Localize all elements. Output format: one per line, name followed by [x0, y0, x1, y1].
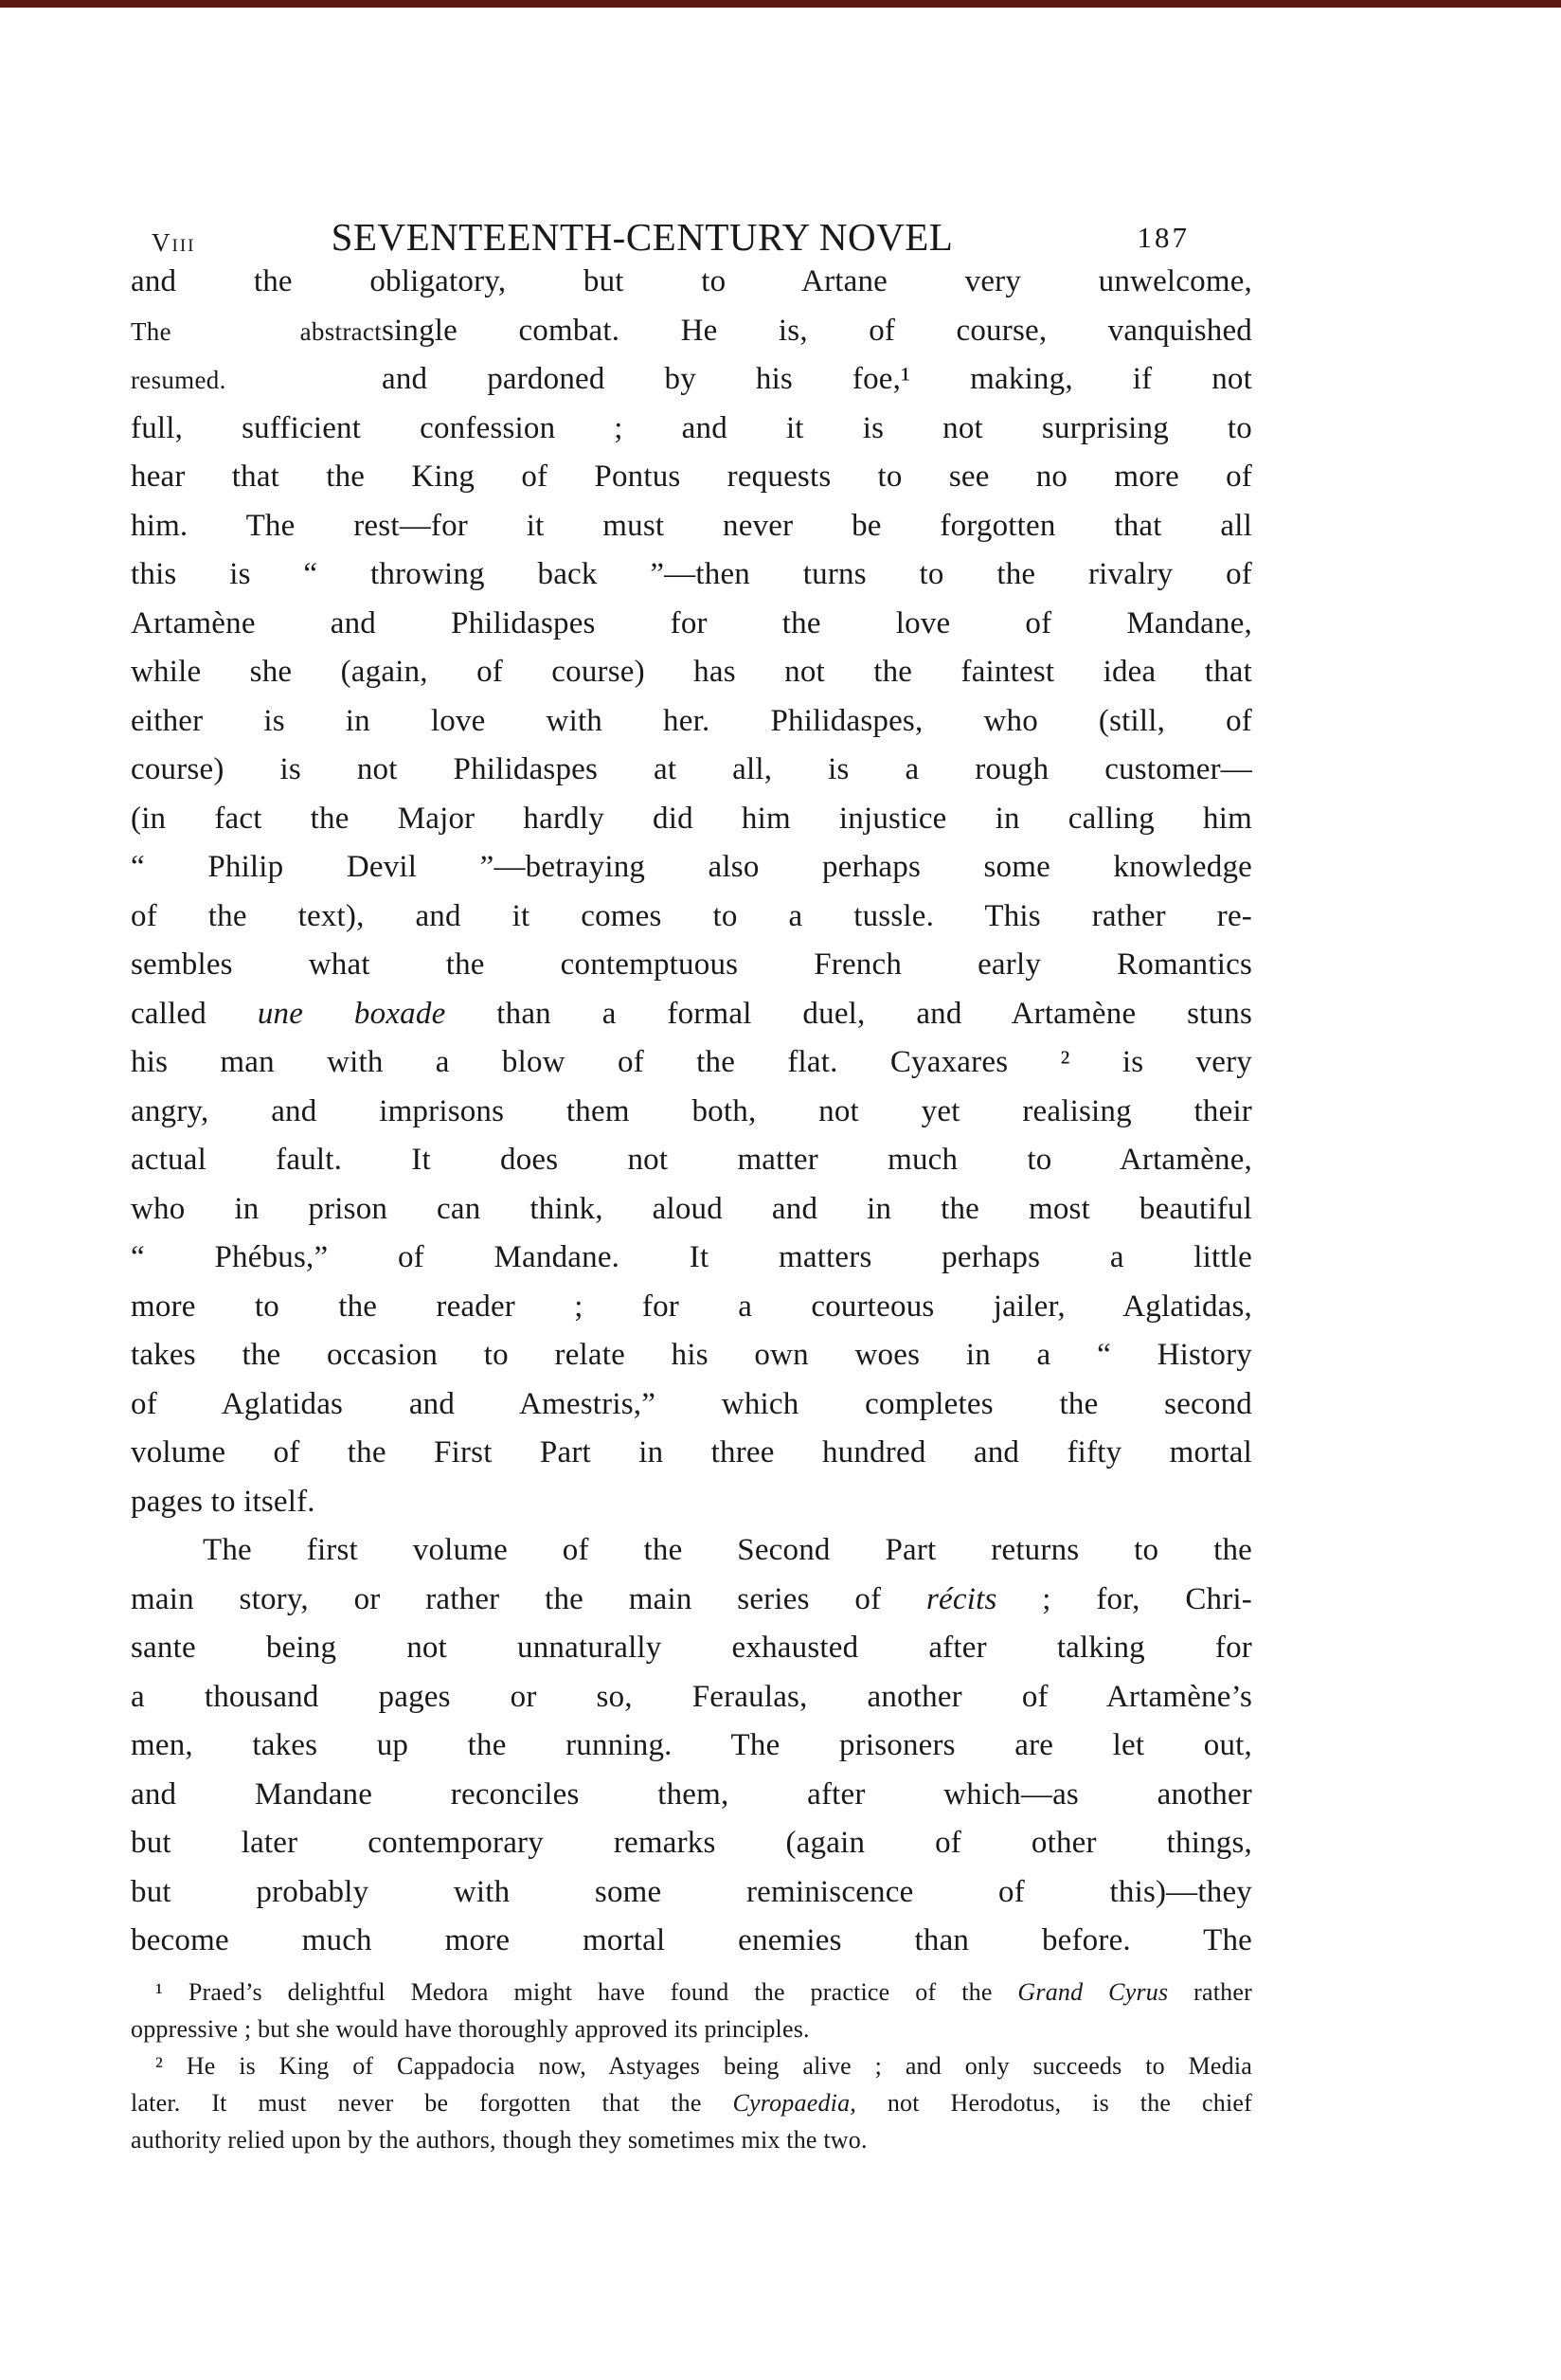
- italic-text: Cyropaedia,: [732, 2089, 856, 2117]
- text-line: [131, 795, 1252, 844]
- text-segment: than a formal duel, and Artamène stuns: [445, 996, 1252, 1031]
- italic-text: récits: [926, 1581, 997, 1616]
- text-segment: (in fact the Major hardly did him injustice in calling him: [131, 801, 1252, 836]
- text-segment: volume of the First Part in three hundred and fifty mortal: [131, 1435, 1252, 1469]
- text-segment: more to the reader ; for a courteous jailer, Aglatidas,: [131, 1289, 1252, 1324]
- footnote: [131, 1974, 1252, 2047]
- text-segment: angry, and imprisons them both, not yet realising their: [131, 1093, 1252, 1128]
- book-page: [131, 0, 1252, 2380]
- text-line: [131, 355, 1252, 405]
- text-line: [131, 1478, 1252, 1527]
- text-segment: sembles what the contemptuous French early Romantics: [131, 947, 1252, 982]
- text-line: [131, 453, 1252, 502]
- paragraph: [131, 1526, 1252, 1966]
- text-segment: oppressive ; but she would have thoroughly approved its principles.: [131, 2015, 810, 2043]
- text-line: [131, 2010, 1252, 2047]
- chapter-number: Viii: [152, 228, 196, 257]
- text-line: [131, 502, 1252, 551]
- text-segment: Artamène and Philidaspes for the love of Mandane,: [131, 605, 1252, 640]
- text-line: [131, 1526, 1252, 1576]
- text-line: [131, 1088, 1252, 1137]
- footnote: [131, 2047, 1252, 2158]
- sidenote-text: resumed.: [131, 366, 226, 394]
- text-segment: later. It must never be forgotten that the: [131, 2089, 733, 2117]
- text-segment: while she (again, of course) has not the faintest idea that: [131, 655, 1252, 689]
- text-segment: single combat. He is, of course, vanquished: [382, 313, 1252, 348]
- page-number: 187: [1137, 221, 1190, 254]
- text-line: [131, 1380, 1252, 1430]
- text-segment: but probably with some reminiscence of this)—they: [131, 1874, 1252, 1909]
- italic-text: Grand Cyrus: [1017, 1978, 1169, 2006]
- text-segment: ; for, Chri-: [996, 1581, 1252, 1616]
- italic-text: une boxade: [257, 996, 446, 1031]
- text-segment: ¹ Praed’s delightful Medora might have found the practice of the: [155, 1978, 1018, 2006]
- text-segment: and the obligatory, but to Artane very unwelcome,: [131, 264, 1252, 298]
- text-segment: but later contemporary remarks (again of other things,: [131, 1826, 1252, 1860]
- text-line: [131, 1624, 1252, 1673]
- text-line: [131, 1429, 1252, 1478]
- text-line: [131, 2047, 1252, 2084]
- text-line: [131, 1576, 1252, 1625]
- text-segment: “ Philip Devil ”—betraying also perhaps some knowledge: [131, 850, 1252, 884]
- text-segment: of Aglatidas and Amestris,” which completes the second: [131, 1386, 1252, 1421]
- text-line: [131, 1673, 1252, 1722]
- text-line: [131, 550, 1252, 600]
- text-segment: authority relied upon by the authors, though they sometimes mix the two.: [131, 2126, 868, 2154]
- text-segment: hear that the King of Pontus requests to see no more of: [131, 460, 1252, 494]
- text-segment: men, takes up the running. The prisoners are let out,: [131, 1728, 1252, 1762]
- text-segment: and pardoned by his foe,¹ making, if not: [382, 362, 1252, 396]
- text-segment: actual fault. It does not matter much to Artamène,: [131, 1143, 1252, 1177]
- text-segment: who in prison can think, aloud and in the most beautiful: [131, 1191, 1252, 1226]
- sidenote-text: The abstract: [131, 316, 382, 346]
- running-title: SEVENTEENTH-CENTURY NOVEL: [331, 215, 954, 259]
- text-segment: become much more mortal enemies than before. The: [131, 1923, 1252, 1957]
- paragraph: [131, 258, 1252, 1526]
- text-line: [131, 843, 1252, 892]
- text-segment: a thousand pages or so, Feraulas, another of Artamène’s: [131, 1679, 1252, 1714]
- text-segment: The first volume of the Second Part returns to the: [203, 1533, 1252, 1567]
- text-line: [131, 1771, 1252, 1820]
- text-segment: rather: [1168, 1978, 1252, 2006]
- text-line: [131, 941, 1252, 990]
- text-segment: course) is not Philidaspes at all, is a rough customer—: [131, 752, 1252, 786]
- text-line: [131, 892, 1252, 942]
- text-segment: either is in love with her. Philidaspes, who (still, of: [131, 703, 1252, 738]
- text-line: [131, 697, 1252, 747]
- text-segment: not Herodotus, is the chief: [855, 2089, 1252, 2117]
- text-line: [131, 990, 1252, 1039]
- text-line: [131, 1234, 1252, 1283]
- text-line: [131, 1038, 1252, 1088]
- text-line: [131, 1136, 1252, 1185]
- text-segment: and Mandane reconciles them, after which—as another: [131, 1776, 1252, 1812]
- text-segment: this is “ throwing back ”—then turns to the rivalry of: [131, 557, 1252, 591]
- text-line: [131, 1185, 1252, 1235]
- text-line: [131, 1868, 1252, 1918]
- body-text: [131, 258, 1252, 1966]
- text-line: [131, 1917, 1252, 1966]
- text-line: [131, 2121, 1252, 2158]
- text-line: [131, 600, 1252, 649]
- text-segment: ² He is King of Cappadocia now, Astyages being alive ; and only succeeds to Media: [155, 2052, 1252, 2080]
- text-line: [131, 1819, 1252, 1868]
- text-segment: main story, or rather the main series of: [131, 1581, 926, 1616]
- text-segment: called: [131, 996, 258, 1031]
- text-segment: him. The rest—for it must never be forgotten that all: [131, 508, 1252, 543]
- text-line: [131, 258, 1252, 307]
- text-segment: his man with a blow of the flat. Cyaxares ² is very: [131, 1045, 1252, 1079]
- text-segment: “ Phébus,” of Mandane. It matters perhaps a little: [131, 1240, 1252, 1274]
- footnotes: [131, 1974, 1252, 2158]
- text-line: [131, 648, 1252, 697]
- text-line: [131, 1974, 1252, 2010]
- text-line: [131, 746, 1252, 795]
- text-line: [131, 405, 1252, 454]
- text-line: [131, 1722, 1252, 1771]
- text-line: [131, 307, 1252, 356]
- text-line: [131, 2084, 1252, 2121]
- text-line: [131, 1283, 1252, 1332]
- text-line: [131, 1331, 1252, 1380]
- text-segment: takes the occasion to relate his own woes in a “ History: [131, 1338, 1252, 1372]
- text-segment: full, sufficient confession ; and it is not surprising to: [131, 410, 1252, 445]
- text-segment: sante being not unnaturally exhausted after talking for: [131, 1631, 1252, 1665]
- text-segment: of the text), and it comes to a tussle. This rather re-: [131, 898, 1252, 933]
- text-segment: pages to itself.: [131, 1484, 315, 1519]
